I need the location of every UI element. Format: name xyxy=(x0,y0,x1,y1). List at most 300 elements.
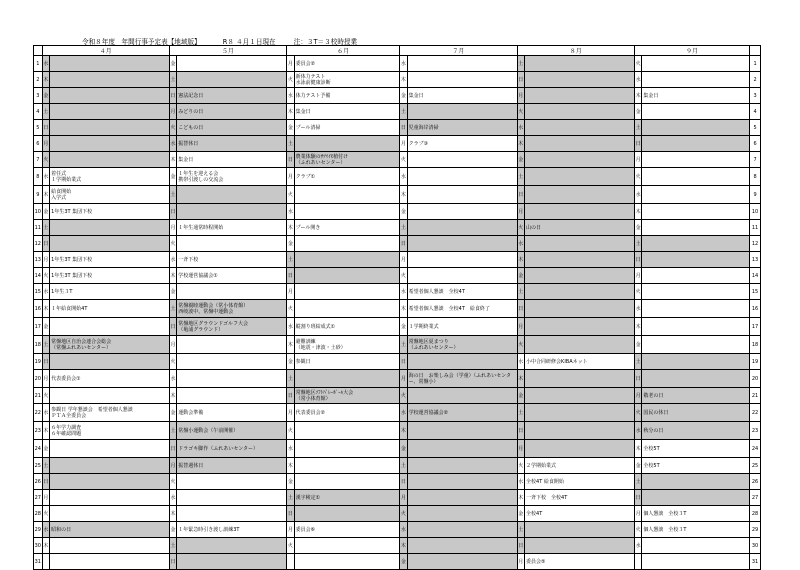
event-cell: 全校4T xyxy=(525,506,635,522)
event-cell xyxy=(177,474,287,490)
weekday-cell: 月 xyxy=(169,458,177,474)
event-cell xyxy=(294,458,400,474)
weekday-cell: 金 xyxy=(42,318,50,336)
weekday-cell: 土 xyxy=(517,56,525,72)
weekday-cell: 月 xyxy=(517,554,525,570)
event-cell xyxy=(50,220,170,236)
weekday-cell: 火 xyxy=(634,284,642,300)
weekday-cell: 水 xyxy=(517,120,525,136)
event-cell xyxy=(642,168,750,186)
event-cell: 農業体験のｻﾂﾏｲﾓ植付け （ふれあいセンター） xyxy=(294,152,400,168)
event-cell: 参観日 学年懇談会 希望者個人懇談 ＰＴＡ全委員会 xyxy=(50,404,170,422)
weekday-cell: 木 xyxy=(287,220,295,236)
weekday-cell: 水 xyxy=(42,284,50,300)
event-cell xyxy=(294,440,400,458)
event-cell xyxy=(525,284,635,300)
event-cell xyxy=(407,72,517,88)
day-number: 15 xyxy=(34,284,43,300)
day-number: 1 xyxy=(34,56,43,72)
event-cell: クラブ① xyxy=(294,168,400,186)
weekday-cell: 金 xyxy=(287,474,295,490)
weekday-cell: 日 xyxy=(517,300,525,318)
weekday-cell: 日 xyxy=(634,370,642,388)
event-cell xyxy=(525,336,635,354)
event-cell: 振替休日 xyxy=(177,136,287,152)
weekday-cell: 土 xyxy=(287,136,295,152)
weekday-cell: 日 xyxy=(517,72,525,88)
event-cell xyxy=(525,104,635,120)
event-cell xyxy=(642,104,750,120)
weekday-cell: 日 xyxy=(287,388,295,404)
day-row xyxy=(34,354,761,370)
weekday-cell: 月 xyxy=(400,370,408,388)
day-row xyxy=(34,522,761,538)
weekday-cell: 木 xyxy=(169,506,177,522)
weekday-cell: 木 xyxy=(42,72,50,88)
event-cell xyxy=(50,236,170,252)
event-cell: 給食開始 入学式 xyxy=(50,186,170,204)
weekday-cell: 月 xyxy=(287,522,295,538)
event-cell xyxy=(294,136,400,152)
weekday-cell: 日 xyxy=(287,268,295,284)
event-cell: ドラゴキ脚作（ふれあいセンター） xyxy=(177,440,287,458)
weekday-cell: 木 xyxy=(287,336,295,354)
event-cell xyxy=(294,186,400,204)
weekday-cell: 木 xyxy=(400,422,408,440)
day-number: 29 xyxy=(34,522,43,538)
event-cell xyxy=(525,440,635,458)
day-row xyxy=(34,168,761,186)
weekday-cell: 火 xyxy=(400,388,408,404)
event-cell xyxy=(294,370,400,388)
event-cell xyxy=(642,204,750,220)
day-row xyxy=(34,336,761,354)
weekday-cell: 土 xyxy=(169,422,177,440)
weekday-cell: 金 xyxy=(400,88,408,104)
day-row xyxy=(34,506,761,522)
weekday-cell: 月 xyxy=(287,56,295,72)
event-cell: 秋分の日 xyxy=(642,422,750,440)
event-cell: 小中合同研修会KIBAネット xyxy=(525,354,635,370)
weekday-cell: 月 xyxy=(42,370,50,388)
day-number-right: 28 xyxy=(750,506,761,522)
event-cell xyxy=(50,440,170,458)
weekday-cell: 火 xyxy=(42,152,50,168)
event-cell: 縦割り班結成式① xyxy=(294,318,400,336)
day-number-right: 10 xyxy=(750,204,761,220)
weekday-cell: 日 xyxy=(634,252,642,268)
day-number: 20 xyxy=(34,370,43,388)
weekday-cell: 金 xyxy=(400,204,408,220)
weekday-cell: 月 xyxy=(169,336,177,354)
event-cell xyxy=(50,88,170,104)
event-cell: 常盤小運動会（午前開催） xyxy=(177,422,287,440)
event-cell: 一斉下校 xyxy=(177,252,287,268)
weekday-cell: 水 xyxy=(287,318,295,336)
event-cell xyxy=(642,152,750,168)
event-cell xyxy=(642,318,750,336)
event-cell xyxy=(525,236,635,252)
day-number: 24 xyxy=(34,440,43,458)
weekday-cell: 水 xyxy=(400,404,408,422)
event-cell: １学期終業式 xyxy=(407,318,517,336)
weekday-cell: 火 xyxy=(400,152,408,168)
weekday-cell: 水 xyxy=(169,252,177,268)
day-row xyxy=(34,56,761,72)
event-cell xyxy=(642,186,750,204)
weekday-cell: 木 xyxy=(287,104,295,120)
day-row xyxy=(34,120,761,136)
event-cell xyxy=(294,506,400,522)
month-header: ４月 xyxy=(42,46,169,56)
weekday-cell: 月 xyxy=(287,168,295,186)
weekday-cell: 月 xyxy=(42,136,50,152)
event-cell xyxy=(407,186,517,204)
weekday-cell: 木 xyxy=(517,252,525,268)
event-cell xyxy=(525,522,635,538)
day-number-right: 22 xyxy=(750,404,761,422)
weekday-cell: 金 xyxy=(517,268,525,284)
day-row xyxy=(34,152,761,168)
weekday-cell: 月 xyxy=(169,220,177,236)
annual-schedule-table xyxy=(33,45,761,570)
day-number-right: 25 xyxy=(750,458,761,474)
event-cell xyxy=(407,104,517,120)
day-number-right: 14 xyxy=(750,268,761,284)
weekday-cell: 木 xyxy=(42,422,50,440)
event-cell xyxy=(407,220,517,236)
weekday-cell: 木 xyxy=(634,318,642,336)
weekday-cell: 日 xyxy=(400,120,408,136)
event-cell xyxy=(294,300,400,318)
event-cell xyxy=(407,422,517,440)
event-cell: 全校4T 給食開始 xyxy=(525,474,635,490)
weekday-cell: 金 xyxy=(287,354,295,370)
event-cell xyxy=(525,72,635,88)
weekday-cell: 水 xyxy=(517,236,525,252)
day-row xyxy=(34,220,761,236)
day-row xyxy=(34,300,761,318)
weekday-cell: 火 xyxy=(517,336,525,354)
event-cell xyxy=(525,204,635,220)
event-cell: こどもの日 xyxy=(177,120,287,136)
event-cell xyxy=(177,56,287,72)
day-number: 3 xyxy=(34,88,43,104)
event-cell xyxy=(525,136,635,152)
event-cell: 希望者個人懇談 全校4T 給食終了 xyxy=(407,300,517,318)
event-cell: 体力テスト予備 xyxy=(294,88,400,104)
day-row xyxy=(34,268,761,284)
weekday-cell: 土 xyxy=(400,336,408,354)
weekday-cell: 月 xyxy=(634,388,642,404)
weekday-cell: 日 xyxy=(287,152,295,168)
event-cell xyxy=(50,388,170,404)
weekday-cell: 月 xyxy=(42,252,50,268)
day-number-right: 12 xyxy=(750,236,761,252)
weekday-cell: 水 xyxy=(42,522,50,538)
event-cell: 常盤地区夏まつり （ふれあいセンター） xyxy=(407,336,517,354)
day-number-right: 11 xyxy=(750,220,761,236)
day-number-right: 6 xyxy=(750,136,761,152)
event-cell xyxy=(50,120,170,136)
weekday-cell: 水 xyxy=(634,72,642,88)
event-cell xyxy=(177,554,287,570)
weekday-cell: 火 xyxy=(517,220,525,236)
weekday-cell: 土 xyxy=(169,186,177,204)
weekday-cell: 水 xyxy=(169,370,177,388)
weekday-cell: 金 xyxy=(517,388,525,404)
weekday-cell xyxy=(42,554,50,570)
day-number: 28 xyxy=(34,506,43,522)
day-number: 13 xyxy=(34,252,43,268)
corner-cell xyxy=(750,46,761,56)
header-note: 注：３T＝３校時授業 xyxy=(293,38,358,46)
event-cell xyxy=(642,538,750,554)
day-number: 8 xyxy=(34,168,43,186)
day-number-right: 5 xyxy=(750,120,761,136)
weekday-cell: 火 xyxy=(169,236,177,252)
weekday-cell: 月 xyxy=(634,506,642,522)
weekday-cell: 水 xyxy=(400,168,408,186)
weekday-cell: 水 xyxy=(634,300,642,318)
event-cell: 児童海岸清掃 xyxy=(407,120,517,136)
day-number: 22 xyxy=(34,404,43,422)
event-cell xyxy=(294,554,400,570)
event-cell: 漢字検定① xyxy=(294,490,400,506)
event-cell: みどりの日 xyxy=(177,104,287,120)
weekday-cell: 月 xyxy=(287,404,295,422)
event-cell xyxy=(525,268,635,284)
day-number-right: 23 xyxy=(750,422,761,440)
as-of-date: R８ ４月１日現在 xyxy=(222,38,276,46)
weekday-cell: 月 xyxy=(517,204,525,220)
day-number-right: 8 xyxy=(750,168,761,186)
event-cell xyxy=(177,186,287,204)
weekday-cell: 月 xyxy=(634,152,642,168)
event-cell xyxy=(525,88,635,104)
day-row xyxy=(34,236,761,252)
event-cell xyxy=(407,538,517,554)
weekday-cell: 金 xyxy=(169,404,177,422)
day-number-right: 30 xyxy=(750,538,761,554)
event-cell xyxy=(177,388,287,404)
event-cell xyxy=(525,186,635,204)
event-cell: 集金日 xyxy=(177,152,287,168)
weekday-cell: 水 xyxy=(287,204,295,220)
event-cell xyxy=(294,538,400,554)
weekday-cell: 木 xyxy=(517,136,525,152)
event-cell: 集金日 xyxy=(407,88,517,104)
weekday-cell: 金 xyxy=(400,318,408,336)
event-cell: 希望者個人懇談 全校4T xyxy=(407,284,517,300)
day-row xyxy=(34,136,761,152)
weekday-cell: 水 xyxy=(287,88,295,104)
day-number: 21 xyxy=(34,388,43,404)
weekday-cell: 日 xyxy=(517,422,525,440)
event-cell: 常盤地区自治会連合会総会 （常盤ふれあいセンター） xyxy=(50,336,170,354)
event-cell xyxy=(294,236,400,252)
event-cell xyxy=(177,506,287,522)
weekday-cell: 日 xyxy=(400,236,408,252)
event-cell: １年生を迎える会 携帯引渡しの交流会 xyxy=(177,168,287,186)
event-cell: 委員会② xyxy=(294,56,400,72)
day-row xyxy=(34,538,761,554)
weekday-cell: 土 xyxy=(42,220,50,236)
day-number: 10 xyxy=(34,204,43,220)
weekday-cell: 木 xyxy=(400,72,408,88)
event-cell xyxy=(294,268,400,284)
weekday-cell: 月 xyxy=(400,490,408,506)
event-cell xyxy=(525,388,635,404)
weekday-cell: 木 xyxy=(634,440,642,458)
weekday-cell: 日 xyxy=(634,490,642,506)
day-row xyxy=(34,404,761,422)
weekday-cell: 土 xyxy=(400,104,408,120)
weekday-cell: 水 xyxy=(42,404,50,422)
weekday-cell: 金 xyxy=(634,104,642,120)
weekday-cell: 木 xyxy=(42,538,50,554)
event-cell xyxy=(50,554,170,570)
weekday-cell: 水 xyxy=(42,168,50,186)
event-cell xyxy=(525,152,635,168)
event-cell xyxy=(407,204,517,220)
event-cell xyxy=(294,284,400,300)
day-number: 9 xyxy=(34,186,43,204)
day-number: 12 xyxy=(34,236,43,252)
event-cell: 代表委員会② xyxy=(294,404,400,422)
weekday-cell: 金 xyxy=(42,204,50,220)
weekday-cell: 土 xyxy=(169,538,177,554)
event-cell xyxy=(407,388,517,404)
day-number-right: 15 xyxy=(750,284,761,300)
event-cell: 常盤親睦運動会（常小体育館） 西岐波中、常盤中運動会 xyxy=(177,300,287,318)
event-cell xyxy=(642,554,750,570)
event-cell: １年給食開始4T xyxy=(50,300,170,318)
day-row xyxy=(34,388,761,404)
month-header: ５月 xyxy=(169,46,286,56)
event-cell: １年緊急時引き渡し訓練3T xyxy=(177,522,287,538)
weekday-cell: 土 xyxy=(287,252,295,268)
corner-cell xyxy=(34,46,43,56)
day-number: 7 xyxy=(34,152,43,168)
weekday-cell: 月 xyxy=(169,104,177,120)
day-row xyxy=(34,186,761,204)
event-cell xyxy=(642,56,750,72)
weekday-cell: 日 xyxy=(169,204,177,220)
event-cell xyxy=(642,370,750,388)
event-cell: 集金日 xyxy=(642,88,750,104)
event-cell xyxy=(407,490,517,506)
event-cell xyxy=(50,474,170,490)
event-cell: 海の日 お楽しみ会（学童）（ふれあいセンター、常盤小） xyxy=(407,370,517,388)
weekday-cell: 金 xyxy=(517,152,525,168)
event-cell xyxy=(642,72,750,88)
event-cell: 山の日 xyxy=(525,220,635,236)
weekday-cell: 土 xyxy=(42,104,50,120)
day-number-right: 26 xyxy=(750,474,761,490)
weekday-cell: 木 xyxy=(517,370,525,388)
event-cell xyxy=(642,236,750,252)
event-cell: 1年生3T 集団下校 xyxy=(50,204,170,220)
weekday-cell: 火 xyxy=(517,458,525,474)
event-cell xyxy=(642,336,750,354)
event-cell xyxy=(50,152,170,168)
event-cell xyxy=(525,56,635,72)
day-number-right: 24 xyxy=(750,440,761,458)
event-cell: 個人懇談 全校３T xyxy=(642,506,750,522)
event-cell xyxy=(642,490,750,506)
weekday-cell: 土 xyxy=(634,120,642,136)
weekday-cell: 水 xyxy=(287,440,295,458)
weekday-cell: 水 xyxy=(400,56,408,72)
day-number: 2 xyxy=(34,72,43,88)
event-cell: 避難訓練 （地震・津波・土砂） xyxy=(294,336,400,354)
day-number-right: 17 xyxy=(750,318,761,336)
month-header: ６月 xyxy=(287,46,400,56)
event-cell: 常盤地区ｿﾌﾄﾊﾞﾚｰﾎﾞｰﾙ大会 （常小体育館） xyxy=(294,388,400,404)
weekday-cell: 土 xyxy=(169,300,177,318)
weekday-cell: 金 xyxy=(400,554,408,570)
weekday-cell: 土 xyxy=(517,522,525,538)
weekday-cell: 火 xyxy=(287,538,295,554)
weekday-cell: 火 xyxy=(517,104,525,120)
event-cell xyxy=(50,56,170,72)
weekday-cell: 金 xyxy=(634,336,642,354)
event-cell xyxy=(525,370,635,388)
event-cell: ２学期始業式 xyxy=(525,458,635,474)
event-cell xyxy=(50,538,170,554)
document-title: 令和８年度 年間行事予定表【地域版】 xyxy=(82,38,201,46)
event-cell xyxy=(407,522,517,538)
event-cell xyxy=(177,490,287,506)
weekday-cell: 火 xyxy=(42,388,50,404)
event-cell xyxy=(177,236,287,252)
weekday-cell: 土 xyxy=(517,168,525,186)
weekday-cell: 金 xyxy=(42,88,50,104)
weekday-cell: 火 xyxy=(287,300,295,318)
weekday-cell: 火 xyxy=(287,186,295,204)
day-row xyxy=(34,370,761,388)
day-number-right: 2 xyxy=(750,72,761,88)
weekday-cell: 日 xyxy=(400,354,408,370)
event-cell xyxy=(642,120,750,136)
event-cell xyxy=(407,236,517,252)
weekday-cell: 土 xyxy=(287,490,295,506)
weekday-cell: 木 xyxy=(42,300,50,318)
weekday-cell: 水 xyxy=(169,136,177,152)
event-cell xyxy=(642,136,750,152)
weekday-cell: 月 xyxy=(517,318,525,336)
weekday-cell: 木 xyxy=(634,204,642,220)
weekday-cell: 木 xyxy=(169,152,177,168)
event-cell xyxy=(642,268,750,284)
weekday-cell: 金 xyxy=(169,168,177,186)
weekday-cell: 火 xyxy=(634,404,642,422)
weekday-cell: 土 xyxy=(517,284,525,300)
weekday-cell: 日 xyxy=(517,186,525,204)
weekday-cell: 金 xyxy=(287,120,295,136)
weekday-cell: 水 xyxy=(517,354,525,370)
day-number-right: 29 xyxy=(750,522,761,538)
day-row xyxy=(34,284,761,300)
event-cell: 代表委員会① xyxy=(50,370,170,388)
weekday-cell: 土 xyxy=(169,72,177,88)
day-number-right: 18 xyxy=(750,336,761,354)
event-cell xyxy=(407,56,517,72)
weekday-cell: 月 xyxy=(42,490,50,506)
day-number: 18 xyxy=(34,336,43,354)
month-header: ７月 xyxy=(400,46,517,56)
